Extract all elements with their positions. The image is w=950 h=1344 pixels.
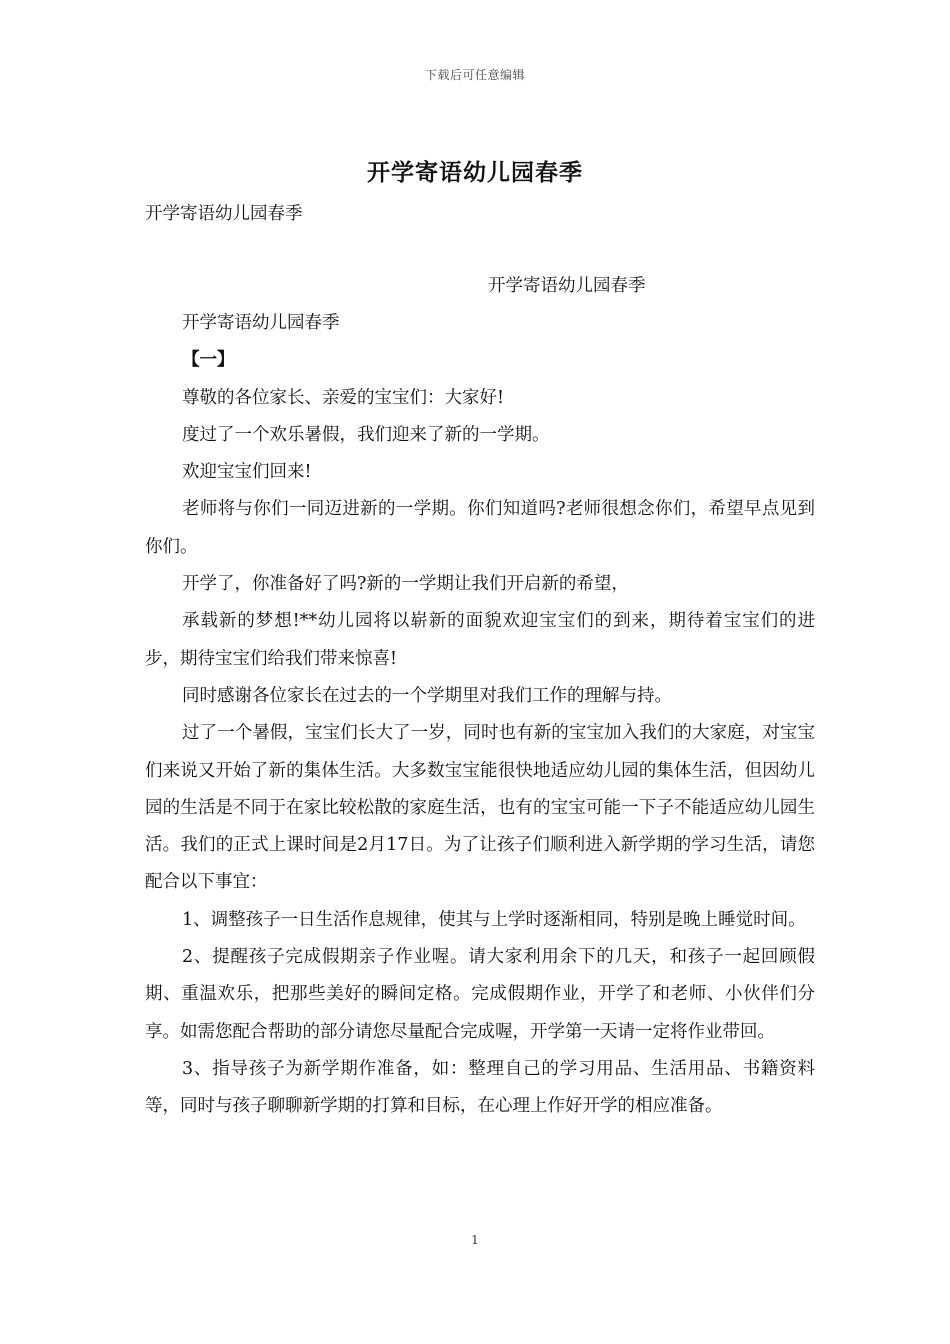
document-subtitle-right: 开学寄语幼儿园春季 — [488, 276, 646, 296]
page-number: 1 — [471, 1233, 479, 1247]
body-paragraph: 度过了一个欢乐暑假，我们迎来了新的一学期。 — [182, 424, 550, 445]
section-marker: 【一】 — [182, 350, 235, 371]
document-title: 开学寄语幼儿园春季 — [367, 159, 583, 186]
page-header-note: 下载后可任意编辑 — [424, 68, 525, 82]
document-body — [145, 305, 815, 1126]
list-item-2: 2、提醒孩子完成假期亲子作业喔。请大家利用余下的几天，和孩子一起回顾假期、重温欢乐，把那些美好的瞬间定格。完成假期作业，开学了和老师、小伙伴们分享。如需您配合帮助的部分请您尽量配合完成喔，开学第一天请一定将作业带回。 — [145, 947, 815, 1042]
greeting-paragraph: 尊敬的各位家长、亲爱的宝宝们：大家好! — [182, 387, 505, 408]
body-paragraph: 开学了，你准备好了吗?新的一学期让我们开启新的希望， — [182, 574, 629, 595]
body-paragraph: 开学寄语幼儿园春季 — [182, 313, 340, 333]
body-paragraph: 承载新的梦想!**幼儿园将以崭新的面貌欢迎宝宝们的到来，期待着宝宝们的进步，期待宝宝们给我们带来惊喜! — [145, 611, 815, 669]
body-paragraph: 欢迎宝宝们回来! — [182, 462, 312, 483]
body-paragraph: 过了一个暑假，宝宝们长大了一岁，同时也有新的宝宝加入我们的大家庭，对宝宝们来说又开始了新的集体生活。大多数宝宝能很快地适应幼儿园的集体生活，但因幼儿园的生活是不同于在家比较松散的家庭生活，也有的宝宝可能一下子不能适应幼儿园生活。我们的正式上课时间是2月17日。为了让孩子们顺利进入新学期的学习生活，请您配合以下事宜： — [145, 723, 815, 893]
list-item-3: 3、指导孩子为新学期作准备，如：整理自己的学习用品、生活用品、书籍资料等，同时与孩子聊聊新学期的打算和目标，在心理上作好开学的相应准备。 — [145, 1058, 815, 1117]
document-subtitle-left: 开学寄语幼儿园春季 — [145, 204, 303, 224]
body-paragraph: 老师将与你们一同迈进新的一学期。你们知道吗?老师很想念你们，希望早点见到你们。 — [145, 499, 815, 557]
body-paragraph: 同时感谢各位家长在过去的一个学期里对我们工作的理解与持。 — [182, 685, 672, 706]
list-item-1: 1、调整孩子一日生活作息规律，使其与上学时逐渐相同，特别是晚上睡觉时间。 — [182, 909, 806, 930]
